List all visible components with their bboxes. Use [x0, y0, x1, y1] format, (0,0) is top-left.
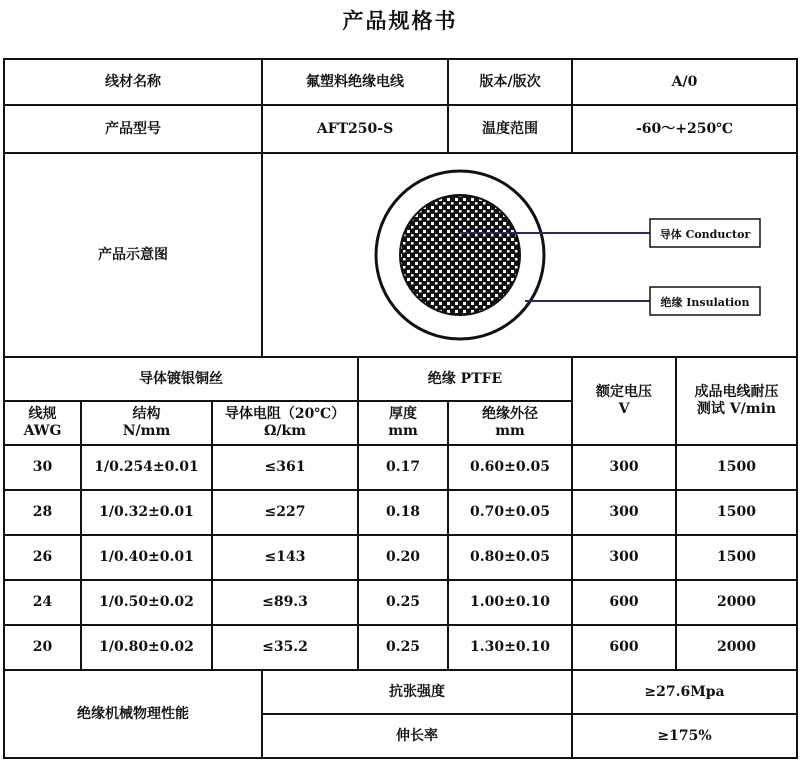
- header-group-row: [4, 357, 797, 401]
- info-row-name: [4, 59, 797, 105]
- tensile-value: ≥27.6Mpa: [572, 670, 797, 714]
- model-value: AFT250-S: [262, 105, 448, 153]
- rated-voltage-header-line1: 额定电压: [596, 384, 653, 400]
- awg-cell: 28: [4, 490, 81, 535]
- outer-dia-cell: 1.00±0.10: [448, 580, 572, 625]
- diagram-cell: [262, 153, 797, 357]
- thickness-cell: 0.25: [358, 580, 448, 625]
- conductor-group-header: 导体镀银铜丝: [4, 357, 358, 401]
- structure-cell: 1/0.32±0.01: [81, 490, 212, 535]
- withstand-voltage-header-line2: 测试 V/min: [696, 401, 777, 417]
- table-row: [4, 535, 797, 580]
- resistance-cell: ≤227: [212, 490, 358, 535]
- structure-header: [81, 401, 212, 445]
- thickness-header: [358, 401, 448, 445]
- rated-voltage-header: [572, 357, 676, 445]
- awg-cell: 26: [4, 535, 81, 580]
- version-value: A/0: [572, 59, 797, 105]
- mechanical-row-tensile: [4, 670, 797, 714]
- test-voltage-cell: 1500: [676, 535, 797, 580]
- test-voltage-cell: 1500: [676, 445, 797, 490]
- resistance-header: [212, 401, 358, 445]
- gauge-header-line2: AWG: [23, 423, 62, 439]
- conductor-core: [400, 195, 520, 315]
- outer-dia-header-line1: 绝缘外径: [482, 406, 539, 422]
- outer-dia-cell: 0.70±0.05: [448, 490, 572, 535]
- outer-dia-header: [448, 401, 572, 445]
- rated-voltage-cell: 600: [572, 625, 676, 670]
- thickness-cell: 0.25: [358, 625, 448, 670]
- thickness-header-line2: mm: [388, 423, 418, 439]
- rated-voltage-header-line2: V: [618, 401, 630, 417]
- structure-cell: 1/0.254±0.01: [81, 445, 212, 490]
- temp-value: -60～+250℃: [572, 105, 797, 153]
- test-voltage-cell: 2000: [676, 625, 797, 670]
- info-row-model: [4, 105, 797, 153]
- spec-table: [3, 58, 798, 759]
- resistance-cell: ≤361: [212, 445, 358, 490]
- resistance-cell: ≤35.2: [212, 625, 358, 670]
- diagram-row: [4, 153, 797, 357]
- resistance-header-line2: Ω/km: [263, 423, 307, 439]
- page-title: 产品规格书: [342, 8, 458, 33]
- rated-voltage-cell: 300: [572, 445, 676, 490]
- structure-header-line1: 结构: [132, 406, 161, 422]
- table-row: [4, 490, 797, 535]
- mechanical-label: 绝缘机械物理性能: [4, 670, 262, 758]
- elongation-value: ≥175%: [572, 714, 797, 758]
- rated-voltage-cell: 300: [572, 535, 676, 580]
- table-row: [4, 580, 797, 625]
- awg-cell: 24: [4, 580, 81, 625]
- resistance-cell: ≤143: [212, 535, 358, 580]
- gauge-header-line1: 线规: [28, 406, 57, 422]
- wire-cross-section-diagram: [270, 157, 790, 353]
- structure-cell: 1/0.50±0.02: [81, 580, 212, 625]
- outer-dia-cell: 0.80±0.05: [448, 535, 572, 580]
- table-row: [4, 625, 797, 670]
- temp-label: 温度范围: [448, 105, 572, 153]
- withstand-voltage-header-line1: 成品电线耐压: [694, 384, 779, 400]
- tensile-label: 抗张强度: [262, 670, 572, 714]
- insulation-group-header: 绝缘 PTFE: [358, 357, 572, 401]
- thickness-cell: 0.20: [358, 535, 448, 580]
- rated-voltage-cell: 600: [572, 580, 676, 625]
- diagram-label: 产品示意图: [4, 153, 262, 357]
- thickness-cell: 0.18: [358, 490, 448, 535]
- withstand-voltage-header: [676, 357, 797, 445]
- awg-cell: 20: [4, 625, 81, 670]
- test-voltage-cell: 2000: [676, 580, 797, 625]
- outer-dia-cell: 1.30±0.10: [448, 625, 572, 670]
- rated-voltage-cell: 300: [572, 490, 676, 535]
- outer-dia-cell: 0.60±0.05: [448, 445, 572, 490]
- structure-cell: 1/0.80±0.02: [81, 625, 212, 670]
- wire-name-value: 氟塑料绝缘电线: [262, 59, 448, 105]
- table-row: [4, 445, 797, 490]
- structure-header-line2: N/mm: [122, 423, 171, 439]
- insulation-label: 绝缘 Insulation: [659, 296, 750, 309]
- test-voltage-cell: 1500: [676, 490, 797, 535]
- thickness-cell: 0.17: [358, 445, 448, 490]
- outer-dia-header-line2: mm: [495, 423, 525, 439]
- awg-cell: 30: [4, 445, 81, 490]
- model-label: 产品型号: [4, 105, 262, 153]
- resistance-cell: ≤89.3: [212, 580, 358, 625]
- version-label: 版本/版次: [448, 59, 572, 105]
- structure-cell: 1/0.40±0.01: [81, 535, 212, 580]
- resistance-header-line1: 导体电阻（20℃）: [224, 406, 346, 422]
- wire-name-label: 线材名称: [4, 59, 262, 105]
- conductor-label: 导体 Conductor: [659, 228, 750, 241]
- elongation-label: 伸长率: [262, 714, 572, 758]
- gauge-header: [4, 401, 81, 445]
- thickness-header-line1: 厚度: [389, 406, 418, 422]
